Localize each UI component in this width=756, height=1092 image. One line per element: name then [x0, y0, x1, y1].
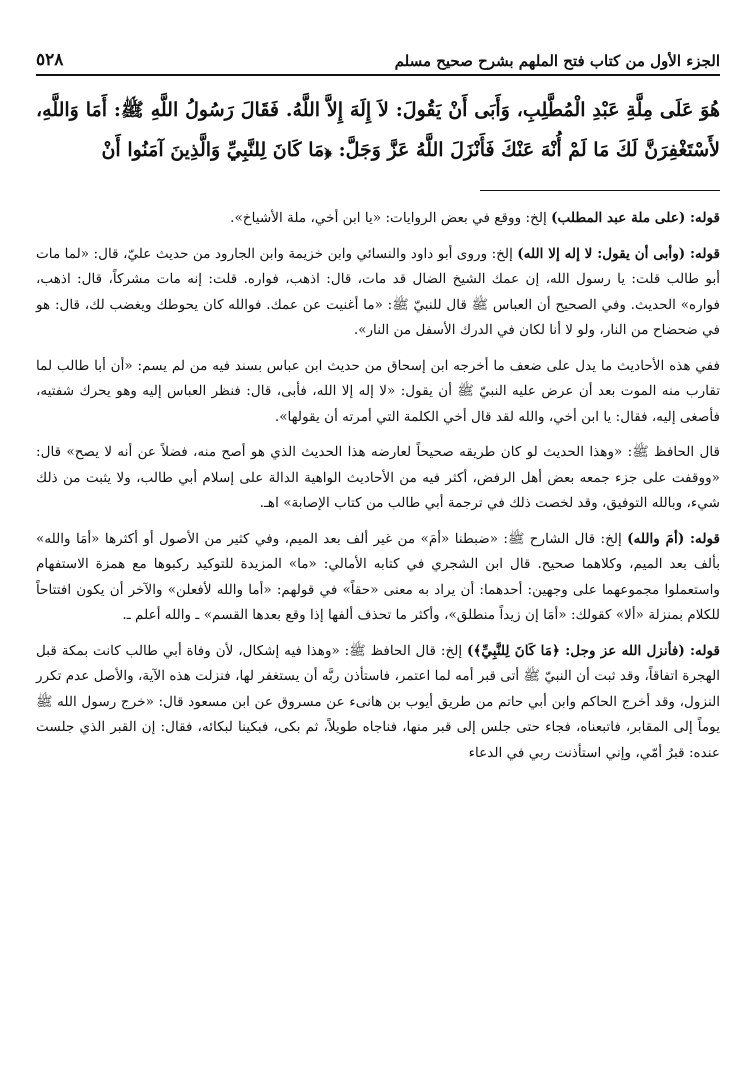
commentary-paragraph [36, 440, 720, 517]
paragraph-body: إلخ: ووقع في بعض الروايات: «يا ابن أخي، ملة الأشياخ». [230, 210, 552, 226]
quran-quote: ﴿مَا كَانَ لِلنَّبِيِّ﴾) [466, 642, 566, 659]
commentary-paragraph [36, 242, 720, 344]
commentary-paragraph [36, 206, 720, 232]
running-title: الجزء الأول من كتاب فتح الملهم بشرح صحيح مسلم [394, 52, 720, 70]
hadith-text: هُوَ عَلَى مِلَّةِ عَبْدِ الْمُطَّلِبِ، وَأَبَى أَنْ يَقُولَ: لاَ إِلَهَ إِلاَّ اللَّهُ. فَقَالَ رَسُولُ اللَّهِ ﷺ: أَمَا وَاللَّهِ، لأَسْتَغْفِرَنَّ لَكَ مَا لَمْ أُنْهَ عَنْكَ فَأَنْزَلَ اللَّهُ عَزَّ وَجَلَّ: ﴿مَا كَانَ لِلنَّبِيِّ وَالَّذِينَ آمَنُوا أَنْ [36, 99, 720, 161]
paragraph-body: ففي هذه الأحاديث ما يدل على ضعف ما أخرجه ابن إسحاق من حديث ابن عباس بسند فيه من لم يسم: «أن أبا طالب لما تقارب منه الموت بعد أن عرض عليه النبيّ ﷺ أن يقول: «لا إله إلا الله، فأبى، قال: فنظر العباس إليه وهو يحرك شفتيه، فأصغى إليه، فقال: يا ابن أخي، والله لقد قال أخي الكلمة التي أمرته أن يقولها». [36, 357, 720, 425]
commentary-paragraph [36, 527, 720, 629]
separator-rule [480, 190, 720, 191]
paragraph-body: إلخ: قال الحافظ ﷺ: «وهذا فيه إشكال، لأن وفاة أبي طالب كانت بمكة قبل الهجرة اتفاقاً، وقد ثبت أن النبيّ ﷺ أتى قبر أمه لما اعتمر، فاستأذن ربَّه أن يستغفر لها، فنزلت هذه الآية، والأصل عدم تكرر النزول، وقد أخرج الحاكم وابن أبي حاتم من طريق أيوب بن هانىء عن مسروق عن ابن مسعود قال: «خرج رسول الله ﷺ يوماً إلى المقابر، فاتبعناه، فجاء حتى جلس إلى قبر منها، فناجاه طويلاً، ثم بكى، فبكينا لبكائه، فقال: إن القبر الذي جلست عنده: قبرُ أمّي، وإني استأذنت ربي في الدعاء [36, 642, 720, 761]
commentary-paragraph [36, 354, 720, 431]
commentary [36, 206, 720, 776]
paragraph-lead: قوله: (على ملة عبد المطلب) [551, 210, 720, 226]
page-header [36, 44, 720, 76]
paragraph-body: إلخ: وروى أبو داود والنسائي وابن خزيمة وابن الجارود من حديث عليّ، قال: «لما مات أبو طالب قلت: يا رسول الله، إن عمك الشيخ الضال قد مات، قال: اذهب، فواره. قلت: إنه مات مشركاً، قال: اذهب، فواره» الحديث. وفي الصحيح أن العباس ﷺ قال للنبيّ ﷺ: «ما أغنيت عن عمك. فوالله كان يحوطك ويغضب لك، قال: هو في ضحضاح من النار، ولو لا أنا لكان في الدرك الأسفل من النار». [36, 245, 721, 338]
paragraph-body: قال الحافظ ﷺ: «وهذا الحديث لو كان طريقه صحيحاً لعارضه هذا الحديث الذي هو أصح منه، فضلاً عن أنه لا يصح» قال: «ووقفت على جزء جمعه بعض أهل الرفض، أكثر فيه من الأحاديث الواهية الدالة على إسلام أبي طالب، ولا يثبت من ذلك شيء، وبالله التوفيق، وقد لخصت ذلك في ترجمة أبي طالب من كتاب الإصابة» اهـ. [36, 444, 721, 511]
paragraph-lead: قوله: (فأنزل الله عز وجل: [565, 642, 720, 659]
page-number: ٥٢٨ [36, 50, 64, 70]
paragraph-lead: قوله: (وأبى أن يقول: لا إله إلا الله) [517, 245, 720, 262]
commentary-paragraph [36, 639, 720, 767]
paragraph-body: إلخ: قال الشارح ﷺ: «ضبطنا «أمَ» من غير ألف بعد الميم، وفي كثير من الأصول أو أكثرها «أمَا والله» بألف بعد الميم، وكلاهما صحيح. قال ابن الشجري في كتابه الأمالي: «ما» المزيدة للتوكيد ركبوها مع همزة الاستفهام واستعملوا مجموعهما على وجهين: أحدهما: أن يراد به معنى «حقاً» في قولهم: «أما والله لأفعلن» والآخر أن يكون افتتاحاً للكلام بمنزلة «ألا» كقولك: «أمَا إن زيداً منطلق»، وأكثر ما تحذف ألفها إذا وقع بعدها القسم» ـ والله أعلم ـ. [36, 530, 720, 623]
paragraph-lead: قوله: (أمَ والله) [627, 530, 720, 547]
